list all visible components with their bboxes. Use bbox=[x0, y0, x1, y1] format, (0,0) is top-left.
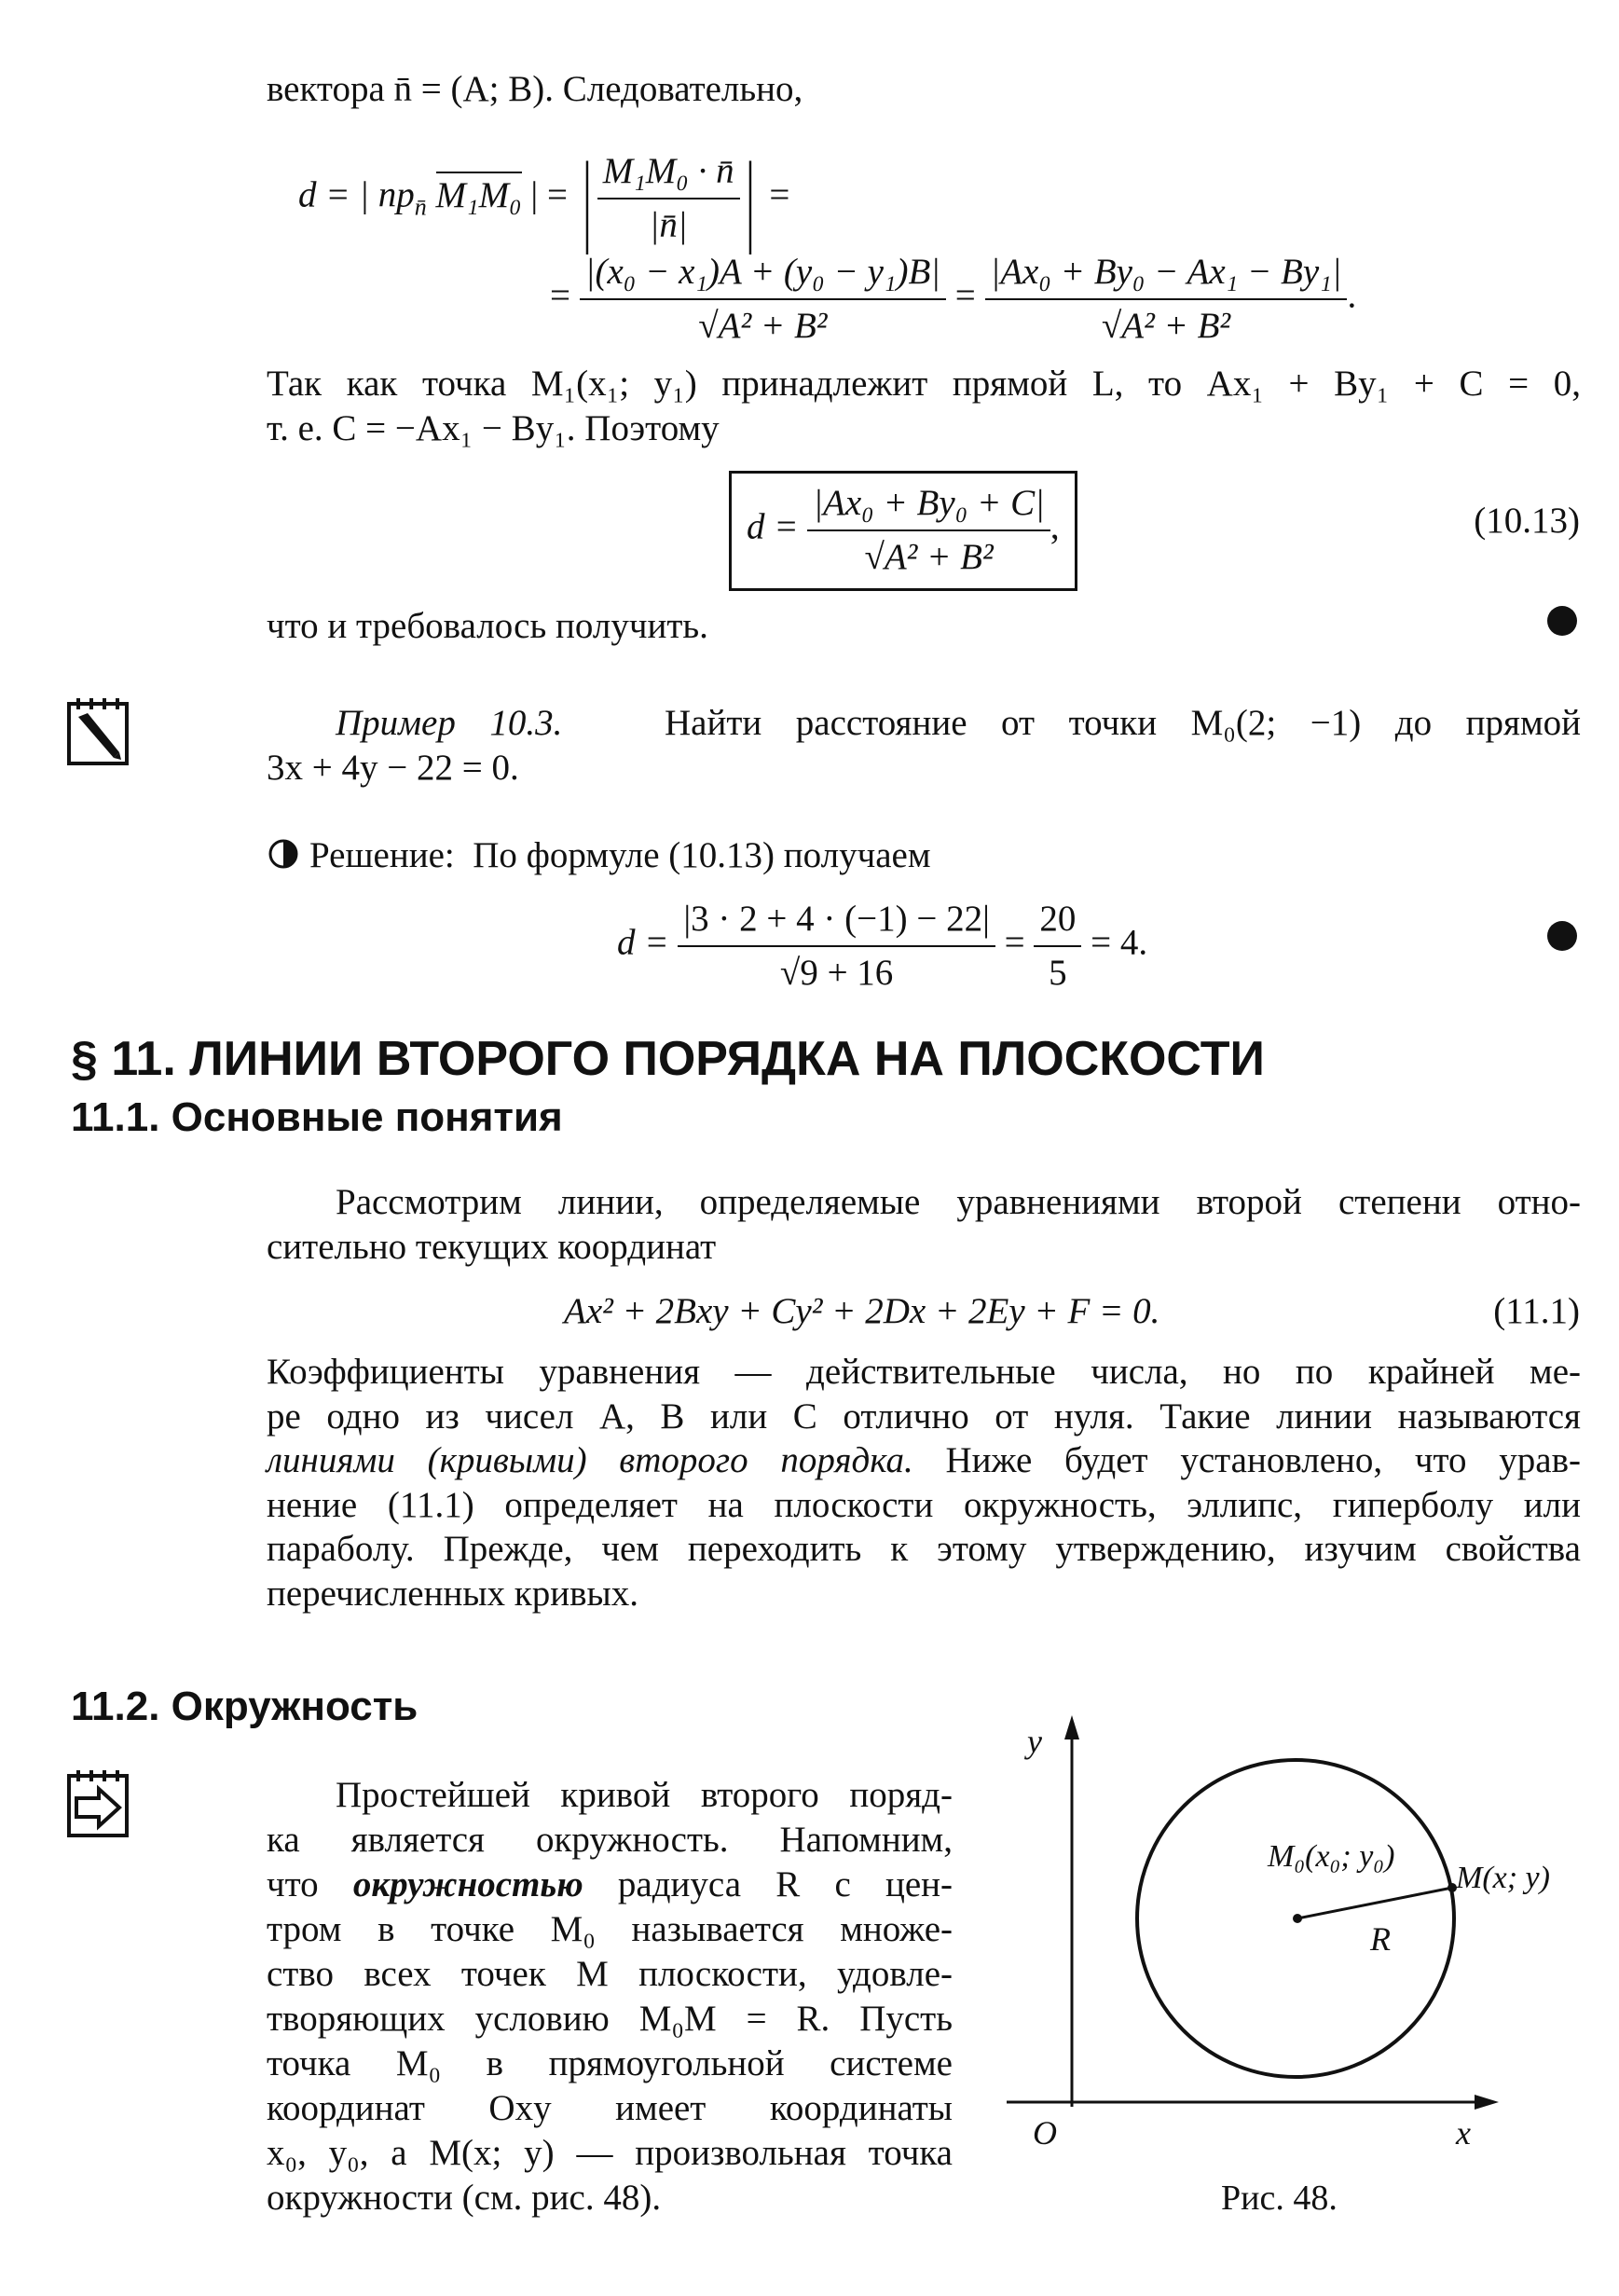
circle-line4: тром в точке M₀ называется множе- bbox=[267, 1909, 953, 1949]
center-point bbox=[1293, 1914, 1302, 1923]
equation-11-1: Ax² + 2Bxy + Cy² + 2Dx + 2Ey + F = 0. bbox=[564, 1291, 1160, 1331]
coef-line6: перечисленных кривых. bbox=[267, 1573, 638, 1614]
y-label: y bbox=[1027, 1723, 1042, 1760]
example-line1: Пример 10.3. Найти расстояние от точки M₀(2; −1) до прямой bbox=[336, 703, 1581, 743]
subsection-basics-title: 11.1. Основные понятия bbox=[71, 1094, 563, 1140]
circle-line1: Простейшей кривой второго поряд- bbox=[336, 1775, 953, 1815]
point-label: M(x; y) bbox=[1456, 1861, 1550, 1895]
solution-fraction bbox=[678, 897, 995, 995]
solution-num2: 20 bbox=[1034, 897, 1081, 947]
origin-label: O bbox=[1033, 2114, 1057, 2152]
distance-formula-1 bbox=[298, 141, 790, 255]
equals-1: = bbox=[550, 275, 570, 316]
y-axis-arrow bbox=[1064, 1715, 1079, 1739]
solution-eq: = bbox=[1004, 922, 1025, 963]
equation-number-10-13: (10.13) bbox=[1474, 501, 1580, 541]
solution-tail: = 4. bbox=[1091, 922, 1148, 963]
distance-formula-2 bbox=[550, 250, 1356, 348]
boxed-lhs: d = bbox=[747, 506, 799, 547]
boxed-fraction bbox=[807, 481, 1050, 579]
paragraph-point-on-line bbox=[267, 362, 1581, 450]
x-axis-arrow bbox=[1475, 2095, 1499, 2110]
abs-bar-left: | bbox=[582, 141, 592, 255]
solution-text: По формуле (10.13) получаем bbox=[473, 835, 931, 875]
proj-subscript: n̄ bbox=[414, 193, 427, 221]
basics-line1: Рассмотрим линии, определяемые уравнениями второй степени отно- bbox=[336, 1182, 1581, 1222]
fraction-num: M₁M₀ · n̄ bbox=[597, 149, 740, 199]
coef-line2: ре одно из чисел A, B или C отлично от нуля. Такие линии называются bbox=[267, 1395, 1581, 1437]
boxed-formula bbox=[729, 471, 1077, 591]
fraction-1-den: √A² + B² bbox=[698, 305, 828, 346]
coef-line3: линиями (кривыми) второго порядка. Ниже будет установлено, что урав- bbox=[267, 1440, 1581, 1481]
fraction-1-num: |(x₀ − x₁)A + (y₀ − y₁)B| bbox=[580, 250, 946, 300]
fraction-den: |n̄| bbox=[649, 204, 688, 245]
definition-arrow-icon bbox=[65, 1767, 132, 1850]
center-label: M₀(x₀; y₀) bbox=[1268, 1839, 1395, 1874]
fraction-projection bbox=[597, 149, 740, 247]
solution-open-circle-icon bbox=[267, 837, 300, 882]
end-of-proof-dot bbox=[1547, 606, 1577, 636]
subsection-circle-title: 11.2. Окружность bbox=[71, 1684, 418, 1729]
boxed-den: √A² + B² bbox=[864, 536, 994, 577]
boxed-comma: , bbox=[1050, 506, 1060, 547]
fraction-2 bbox=[985, 250, 1348, 348]
coef-line4: нение (11.1) определяет на плоскости окружность, эллипс, гиперболу или bbox=[267, 1484, 1581, 1525]
para1-line2: т. е. C = −Ax₁ − By₁. Поэтому bbox=[267, 407, 720, 448]
equals-tail: = bbox=[769, 174, 790, 215]
radius-segment bbox=[1297, 1888, 1452, 1918]
circle-line8: координат Oxy имеет координаты bbox=[267, 2088, 953, 2128]
solution-fraction-2 bbox=[1034, 897, 1081, 995]
circle-line7: точка M₀ в прямоугольной системе bbox=[267, 2043, 953, 2083]
solution-den2: 5 bbox=[1049, 952, 1067, 993]
fraction-2-num: |Ax₀ + By₀ − Ax₁ − By₁| bbox=[985, 250, 1348, 300]
basics-paragraph bbox=[267, 1180, 1581, 1269]
solution-num: |3 · 2 + 4 · (−1) − 22| bbox=[678, 897, 995, 947]
circle-line6: творяющих условию M₀M = R. Пусть bbox=[267, 1999, 953, 2039]
fraction-2-den: √A² + B² bbox=[1101, 305, 1231, 346]
coef-line5: параболу. Прежде, чем переходить к этому утверждению, изучим свойства bbox=[267, 1529, 1581, 1570]
boxed-num: |Ax₀ + By₀ + C| bbox=[807, 481, 1050, 531]
x-label: x bbox=[1456, 2114, 1471, 2152]
circle-line10: окружности (см. рис. 48). bbox=[267, 2178, 662, 2218]
pencil-note-icon bbox=[65, 694, 132, 778]
abs-bar-right: | bbox=[745, 141, 755, 255]
radius-label: R bbox=[1370, 1920, 1391, 1958]
top-line: вектора n̄ = (A; B). Следовательно, bbox=[267, 69, 803, 109]
figure-48-circle bbox=[997, 1706, 1594, 2256]
solution-den: √9 + 16 bbox=[779, 952, 894, 993]
solution-formula bbox=[617, 897, 1147, 995]
circle-definition-paragraph bbox=[267, 1773, 953, 2220]
term-circle: окружностью bbox=[352, 1864, 583, 1904]
end-of-solution-dot bbox=[1547, 921, 1577, 951]
solution-label: Решение: bbox=[309, 835, 455, 875]
coefficients-paragraph bbox=[267, 1350, 1581, 1615]
example-10-3 bbox=[267, 701, 1581, 790]
para1-line1: Так как точка M₁(x₁; y₁) принадлежит прямой L, то Ax₁ + By₁ + C = 0, bbox=[267, 364, 1581, 404]
circle-line3: что окружностью радиуса R с цен- bbox=[267, 1864, 953, 1904]
period: . bbox=[1347, 275, 1357, 316]
abs-close: | = bbox=[530, 174, 568, 215]
equation-number-11-1: (11.1) bbox=[1493, 1291, 1580, 1331]
fraction-1 bbox=[580, 250, 946, 348]
section-title: § 11. ЛИНИИ ВТОРОГО ПОРЯДКА НА ПЛОСКОСТИ bbox=[71, 1032, 1265, 1086]
qed-line: что и требовалось получить. bbox=[267, 606, 708, 646]
vector-m1m0: M₁M₀ bbox=[436, 172, 522, 215]
example-label: Пример 10.3. bbox=[336, 703, 563, 743]
circle-line9: x₀, y₀, а M(x; y) — произвольная точка bbox=[267, 2133, 953, 2173]
figure-caption: Рис. 48. bbox=[1221, 2179, 1338, 2218]
formula-lhs: d = | пр bbox=[298, 174, 415, 215]
circle-line5: ство всех точек M плоскости, удовле- bbox=[267, 1954, 953, 1994]
example-line2: 3x + 4y − 22 = 0. bbox=[267, 747, 519, 788]
solution-lhs: d = bbox=[617, 922, 669, 963]
term-second-order-lines: линиями (кривыми) второго порядка. bbox=[267, 1440, 913, 1481]
equals-2: = bbox=[954, 275, 976, 316]
solution-line bbox=[267, 833, 931, 882]
basics-line2: сительно текущих координат bbox=[267, 1226, 717, 1267]
circle-line2: ка является окружность. Напомним, bbox=[267, 1820, 953, 1860]
coef-line1: Коэффициенты уравнения — действительные числа, но по крайней ме- bbox=[267, 1352, 1581, 1392]
